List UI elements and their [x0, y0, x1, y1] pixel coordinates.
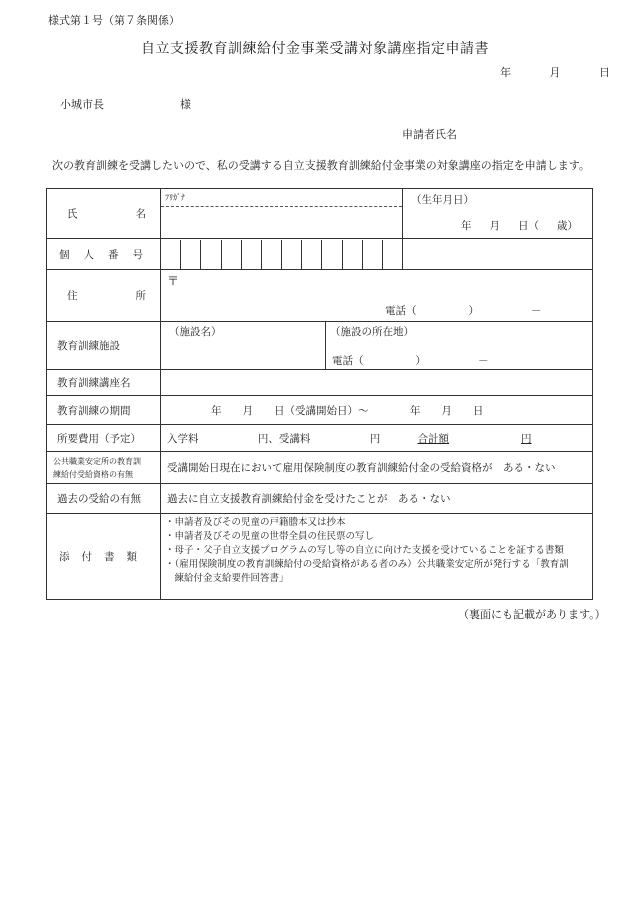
- cost-total: 合計額: [417, 432, 450, 445]
- form-number: 様式第１号（第７条関係）: [48, 14, 180, 27]
- personal-number-label: 個 人 番 号: [47, 239, 161, 270]
- name-label: 氏 名: [47, 189, 161, 239]
- attachment-item: ・申請者及びその児童の戸籍謄本又は抄本: [165, 517, 346, 528]
- eligibility-label: 公共職業安定所の教育訓 練給付受給資格の有無: [47, 452, 161, 484]
- row-name: [47, 189, 593, 239]
- period-end: 年 月 日: [409, 404, 484, 417]
- attachment-item: 練給付金支給要件回答書」: [165, 573, 289, 584]
- past-field[interactable]: 過去に自立支援教育訓練給付金を受けたことが ある・ない: [161, 484, 593, 514]
- row-facility: [47, 322, 593, 370]
- row-personal-number: [47, 239, 593, 270]
- row-attachments: [47, 514, 593, 600]
- facility-label: 教育訓練施設: [47, 322, 161, 370]
- address-field[interactable]: [161, 270, 593, 322]
- birthdate-field[interactable]: 年 月 日（ 歳）: [461, 220, 578, 232]
- row-address: [47, 270, 593, 322]
- course-field[interactable]: [161, 370, 593, 396]
- attachments-label: 添 付 書 類: [47, 514, 161, 600]
- date-year: 年: [500, 66, 511, 79]
- row-cost: [47, 425, 593, 452]
- postal-mark: 〒: [167, 274, 180, 288]
- intro-text: 次の教育訓練を受講したいので、私の受講する自立支援教育訓練給付金事業の対象講座の指定を申請します。: [52, 159, 590, 172]
- attachment-item: ・（雇用保険制度の教育訓練給付の受給資格がある者のみ）公共職業安定所が発行する「教育訓: [165, 559, 569, 570]
- eligibility-field[interactable]: 受講開始日現在において雇用保険制度の教育訓練給付金の受給資格が ある・ない: [161, 452, 593, 484]
- date-month: 月: [549, 66, 561, 79]
- personal-number-field[interactable]: [161, 239, 403, 270]
- period-start: 年 月 日（受講開始日）～: [211, 404, 369, 417]
- period-label: 教育訓練の期間: [47, 396, 161, 425]
- furigana-field[interactable]: ﾌﾘｶﾞﾅ: [161, 189, 402, 207]
- cost-label: 所要費用（予定）: [47, 425, 161, 452]
- addressee: 小城市長: [60, 98, 104, 111]
- facility-location-field[interactable]: [326, 322, 593, 370]
- facility-phone[interactable]: 電話（ ） －: [332, 355, 489, 367]
- attachment-item: ・申請者及びその児童の世帯全員の住民票の写し: [165, 531, 375, 542]
- name-field[interactable]: [161, 189, 403, 239]
- honorific: 様: [180, 98, 191, 111]
- birthdate-cell: [403, 189, 593, 239]
- row-course: [47, 370, 593, 396]
- applicant-name-label: 申請者氏名: [402, 128, 457, 141]
- address-label: 住 所: [47, 270, 161, 322]
- row-past: [47, 484, 593, 514]
- footer-note: （裏面にも記載があります。）: [458, 608, 606, 621]
- personal-number-blank: [403, 239, 593, 270]
- address-phone[interactable]: 電話（ ） －: [385, 305, 542, 317]
- row-eligibility: [47, 452, 593, 484]
- course-label: 教育訓練講座名: [47, 370, 161, 396]
- past-label: 過去の受給の有無: [47, 484, 161, 514]
- row-period: [47, 396, 593, 425]
- date-day: 日: [599, 66, 610, 79]
- period-field[interactable]: [161, 396, 593, 425]
- form-title: 自立支援教育訓練給付金事業受講対象講座指定申請書: [141, 41, 489, 57]
- cost-field[interactable]: 入学料 円、受講料 円 合計額 円: [161, 425, 593, 452]
- attachments-list: [161, 514, 593, 600]
- application-form-table: [46, 188, 593, 600]
- facility-name-field[interactable]: （施設名）: [161, 322, 326, 370]
- attachment-item: ・母子・父子自立支援プログラムの写し等の自立に向けた支援を受けていることを証する書類: [165, 545, 564, 556]
- facility-location-label: （施設の所在地）: [330, 326, 414, 338]
- birth-label: （生年月日）: [411, 194, 474, 206]
- date-line: [500, 64, 610, 80]
